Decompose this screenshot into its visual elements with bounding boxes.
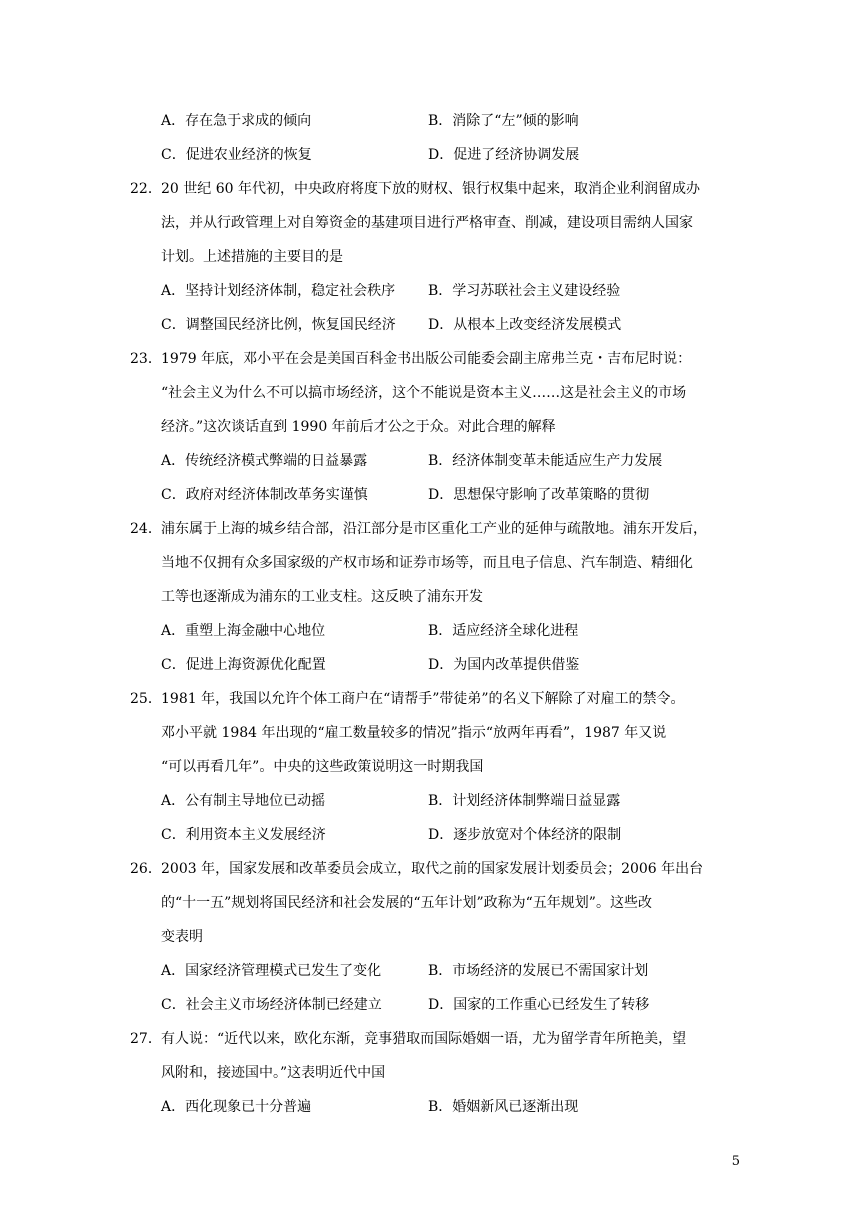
question-number: 27．: [130, 1031, 162, 1047]
option-row: [0, 478, 860, 512]
option-c: C．利用资本主义发展经济: [161, 827, 326, 843]
question-text-line: 经济。”这次谈话直到 1990 年前后才公之于众。对此合理的解释: [161, 419, 556, 435]
option-b: B．消除了“左”倾的影响: [428, 113, 579, 129]
option-a: A．存在急于求成的倾向: [161, 113, 312, 129]
option-b: B．市场经济的发展已不需国家计划: [428, 963, 649, 979]
option-a: A．传统经济模式弊端的日益暴露: [161, 453, 368, 469]
question-text-line: 风附和，接迹国中。”这表明近代中国: [161, 1065, 386, 1081]
option-a: A．西化现象已十分普遍: [161, 1099, 312, 1115]
option-d: D．为国内改革提供借鉴: [428, 657, 580, 673]
option-row: [0, 784, 860, 818]
question-27: [0, 1022, 860, 1056]
option-d: D．逐步放宽对个体经济的限制: [428, 827, 622, 843]
option-c: C．促进上海资源优化配置: [161, 657, 326, 673]
question-25: [0, 682, 860, 716]
question-text-line: “可以再看几年”。中央的这些政策说明这一时期我国: [161, 759, 484, 775]
question-text-line: “社会主义为什么不可以搞市场经济，这个不能说是资本主义……这是社会主义的市场: [161, 385, 687, 401]
option-row: [0, 988, 860, 1022]
option-a: A．坚持计划经济体制，稳定社会秩序: [161, 283, 396, 299]
option-row: [0, 818, 860, 852]
question-text-line: 邓小平就 1984 年出现的“雇工数量较多的情况”指示“放两年再看”，1987 年又说: [161, 725, 667, 741]
question-text-line: 变表明: [161, 929, 203, 945]
option-b: B．计划经济体制弊端日益显露: [428, 793, 621, 809]
option-c: C．调整国民经济比例，恢复国民经济: [161, 317, 396, 333]
option-row: [0, 104, 860, 138]
option-b: B．适应经济全球化进程: [428, 623, 579, 639]
question-text-line: 计划。上述措施的主要目的是: [161, 249, 343, 265]
question-number: 24．: [130, 521, 162, 537]
question-text-line: 当地不仅拥有众多国家级的产权市场和证券市场等，而且电子信息、汽车制造、精细化: [161, 555, 693, 571]
question-number: 23．: [130, 351, 162, 367]
option-row: [0, 1090, 860, 1124]
question-22: [0, 172, 860, 206]
question-text-line: 浦东属于上海的城乡结合部，沿江部分是市区重化工产业的延伸与疏散地。浦东开发后，: [161, 521, 707, 537]
option-a: A．公有制主导地位已动摇: [161, 793, 326, 809]
question-text-line: 2003 年，国家发展和改革委员会成立，取代之前的国家发展计划委员会；2006 年出台: [161, 861, 704, 877]
option-row: [0, 138, 860, 172]
option-d: D．国家的工作重心已经发生了转移: [428, 997, 650, 1013]
question-text-line: 工等也逐渐成为浦东的工业支柱。这反映了浦东开发: [161, 589, 483, 605]
question-24: [0, 512, 860, 546]
option-a: A．国家经济管理模式已发生了变化: [161, 963, 382, 979]
option-c: C．促进农业经济的恢复: [161, 147, 312, 163]
question-23: [0, 342, 860, 376]
option-d: D．思想保守影响了改革策略的贯彻: [428, 487, 650, 503]
option-a: A．重塑上海金融中心地位: [161, 623, 326, 639]
question-text-line: 的“十一五”规划将国民经济和社会发展的“五年计划”政称为“五年规划”。这些改: [161, 895, 652, 911]
option-row: [0, 614, 860, 648]
page-number: 5: [731, 1154, 740, 1169]
option-b: B．学习苏联社会主义建设经验: [428, 283, 621, 299]
question-26: [0, 852, 860, 886]
option-b: B．婚姻新风已逐渐出现: [428, 1099, 579, 1115]
question-text-line: 20 世纪 60 年代初，中央政府将度下放的财权、银行权集中起来，取消企业利润留成办: [161, 181, 700, 197]
option-c: C．社会主义市场经济体制已经建立: [161, 997, 382, 1013]
option-row: [0, 444, 860, 478]
question-text-line: 1979 年底，邓小平在会是美国百科金书出版公司能委会副主席弗兰克・吉布尼时说：: [161, 351, 692, 367]
option-d: D．从根本上改变经济发展模式: [428, 317, 622, 333]
option-row: [0, 274, 860, 308]
option-d: D．促进了经济协调发展: [428, 147, 580, 163]
option-row: [0, 648, 860, 682]
question-text-line: 法，并从行政管理上对自筹资金的基建项目进行严格审查、削减，建设项目需纳人国家: [161, 215, 693, 231]
question-number: 25．: [130, 691, 162, 707]
question-number: 22．: [130, 181, 162, 197]
option-row: [0, 308, 860, 342]
option-b: B．经济体制变革未能适应生产力发展: [428, 453, 663, 469]
question-number: 26．: [130, 861, 162, 877]
question-text-line: 1981 年，我国以允许个体工商户在“请帮手”带徒弟”的名义下解除了对雇工的禁令。: [161, 691, 685, 707]
question-text-line: 有人说：“近代以来，欧化东渐，竞事猎取而国际婚姻一语，尤为留学青年所艳美，望: [161, 1031, 687, 1047]
option-row: [0, 954, 860, 988]
option-c: C．政府对经济体制改革务实谨慎: [161, 487, 368, 503]
